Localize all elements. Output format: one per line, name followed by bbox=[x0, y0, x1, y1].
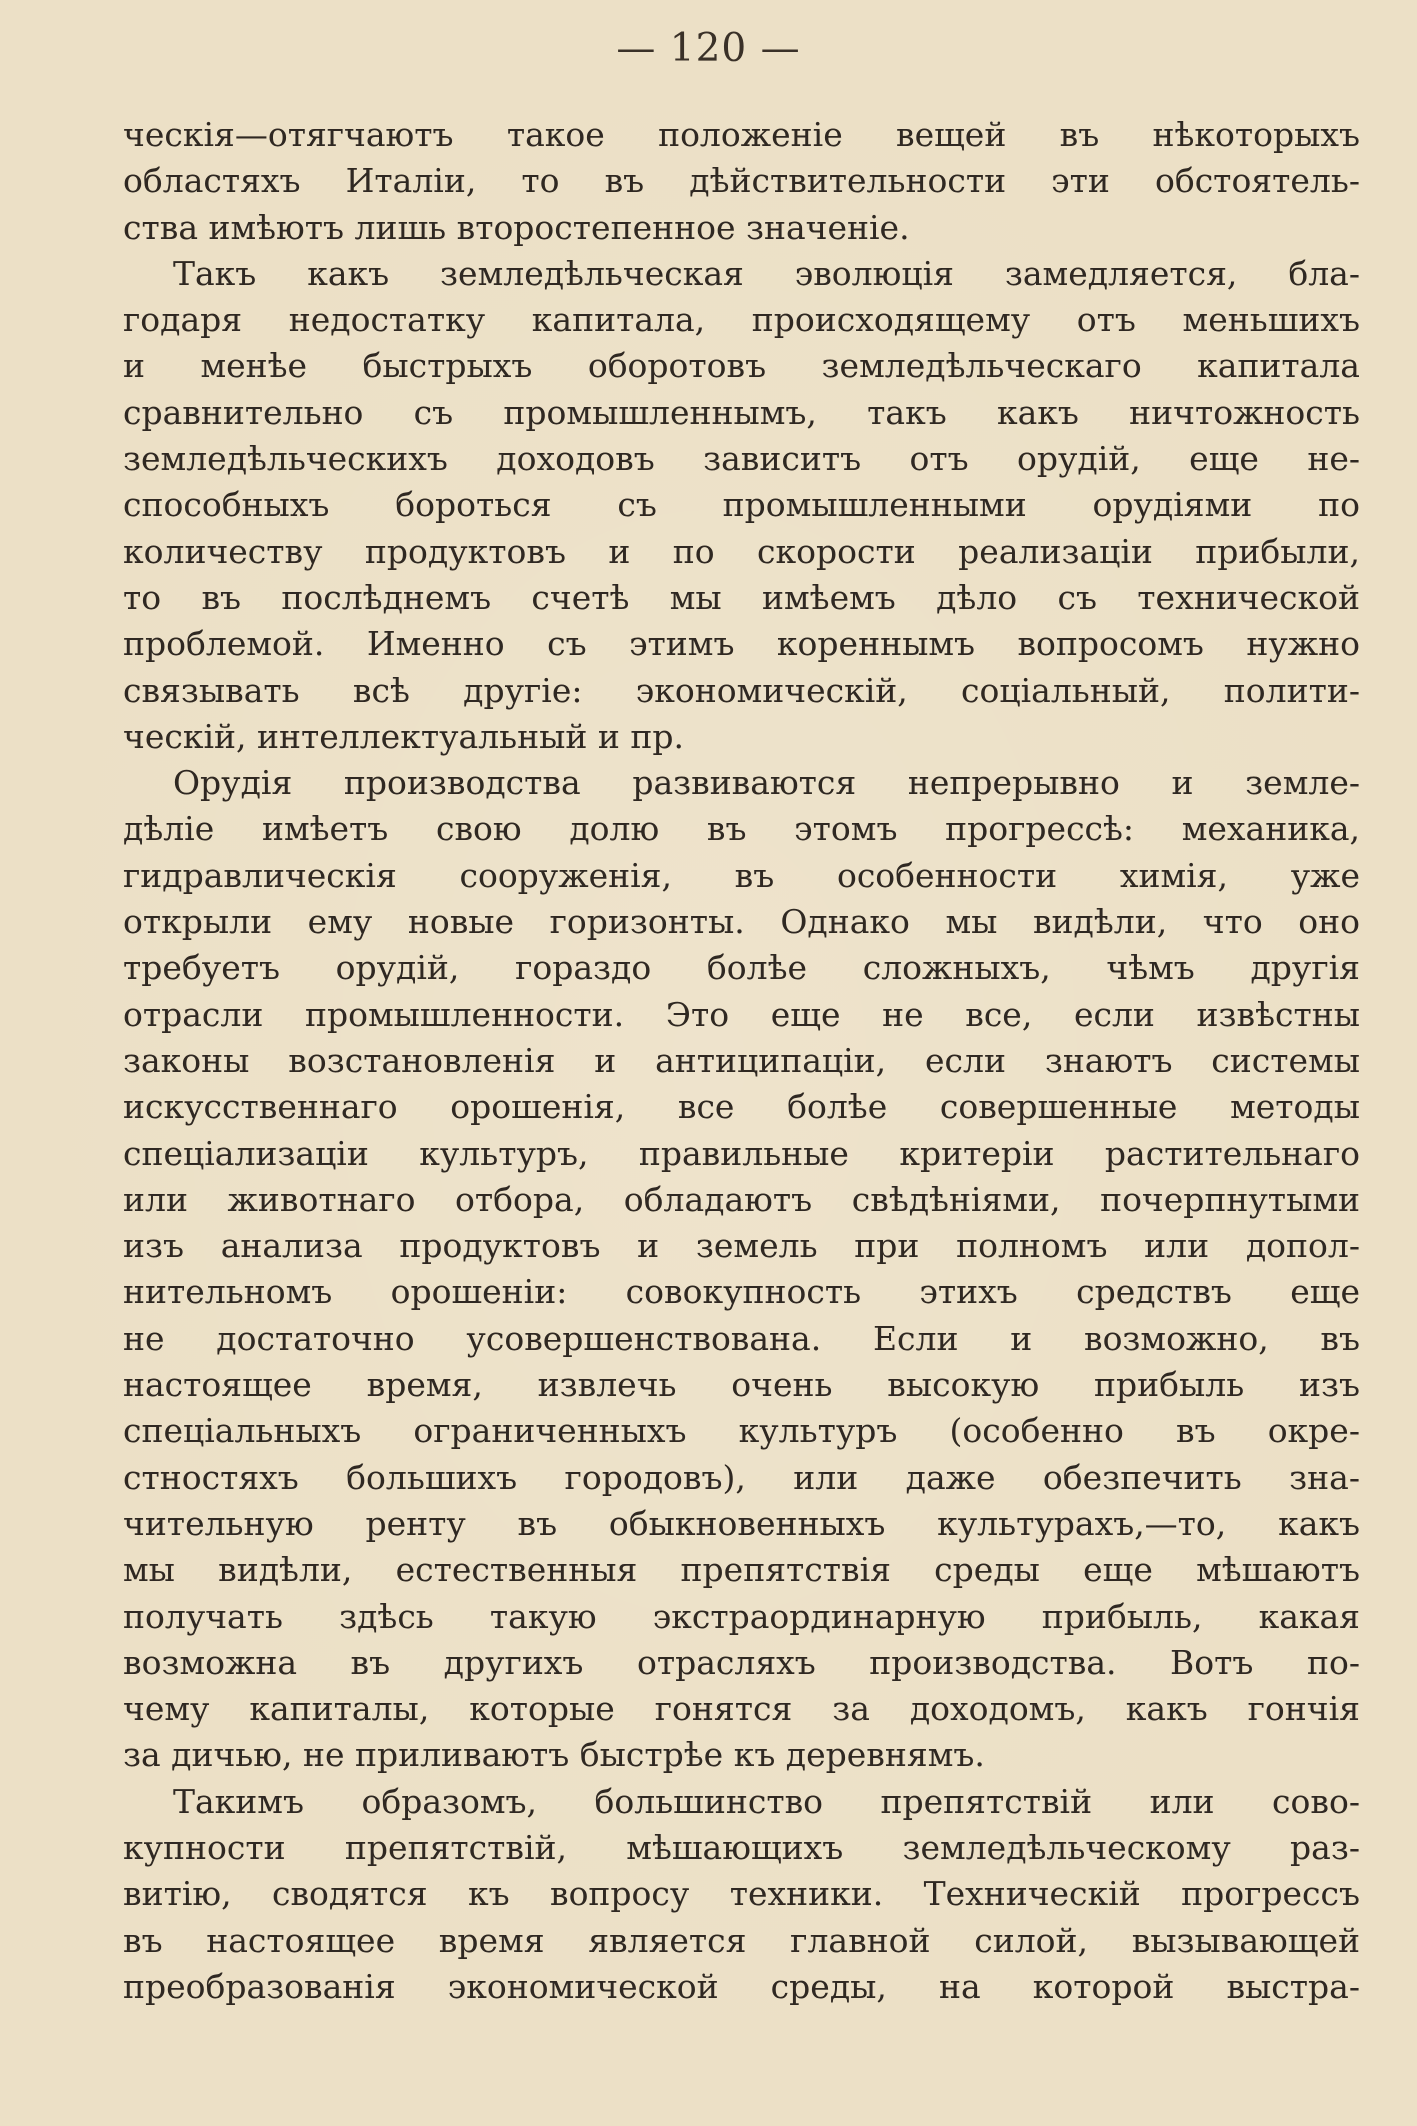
text-line: за дичью, не приливаютъ быстрѣе къ деревнямъ. bbox=[123, 1735, 985, 1775]
text-line: нительномъ орошеніи: совокупность этихъ средствъ еще bbox=[123, 1272, 1360, 1312]
text-line: отрасли промышленности. Это еще не все, если извѣстны bbox=[123, 994, 1360, 1034]
page-number: — 120 — bbox=[616, 26, 801, 71]
text-line: спеціализаціи культуръ, правильные критеріи растительнаго bbox=[123, 1133, 1360, 1173]
text-line: Орудія производства развиваются непрерывно и земле- bbox=[173, 763, 1360, 803]
text-line: требуетъ орудій, гораздо болѣе сложныхъ, чѣмъ другія bbox=[123, 948, 1360, 988]
text-line: связывать всѣ другіе: экономическій, соціальный, полити- bbox=[123, 670, 1360, 710]
text-line: купности препятствій, мѣшающихъ земледѣльческому раз- bbox=[123, 1827, 1360, 1867]
text-line: проблемой. Именно съ этимъ кореннымъ вопросомъ нужно bbox=[123, 624, 1360, 664]
text-line: стностяхъ большихъ городовъ), или даже обезпечить зна- bbox=[123, 1457, 1360, 1497]
text-line: ства имѣютъ лишь второстепенное значеніе. bbox=[123, 207, 910, 247]
text-line: количеству продуктовъ и по скорости реализаціи прибыли, bbox=[123, 531, 1360, 571]
paragraph bbox=[123, 112, 1360, 251]
text-line: мы видѣли, естественныя препятствія среды еще мѣшаютъ bbox=[123, 1550, 1360, 1590]
text-line: дѣліе имѣетъ свою долю въ этомъ прогрессѣ: механика, bbox=[123, 809, 1360, 849]
text-line: изъ анализа продуктовъ и земель при полномъ или допол- bbox=[123, 1226, 1360, 1266]
text-line: законы возстановленія и антиципаціи, если знаютъ системы bbox=[123, 1040, 1360, 1080]
text-line: Такимъ образомъ, большинство препятствій или сово- bbox=[173, 1781, 1360, 1821]
text-line: и менѣе быстрыхъ оборотовъ земледѣльческаго капитала bbox=[123, 346, 1360, 386]
text-line: областяхъ Италіи, то въ дѣйствительности эти обстоятель- bbox=[123, 161, 1360, 201]
text-line: ческія—отягчаютъ такое положеніе вещей въ нѣкоторыхъ bbox=[123, 115, 1360, 154]
text-line: гидравлическія сооруженія, въ особенности химія, уже bbox=[123, 855, 1360, 895]
text-line: годаря недостатку капитала, происходящему отъ меньшихъ bbox=[123, 300, 1360, 340]
paragraph bbox=[123, 1779, 1360, 2010]
text-line: витію, сводятся къ вопросу техники. Техническій прогрессъ bbox=[123, 1874, 1360, 1914]
text-line: открыли ему новые горизонты. Однако мы видѣли, что оно bbox=[123, 902, 1360, 942]
text-line: то въ послѣднемъ счетѣ мы имѣемъ дѣло съ технической bbox=[123, 577, 1360, 617]
text-line: настоящее время, извлечь очень высокую прибыль изъ bbox=[123, 1365, 1360, 1405]
text-line: ческій, интеллектуальный и пр. bbox=[123, 716, 684, 756]
text-line: или животнаго отбора, обладаютъ свѣдѣніями, почерпнутыми bbox=[123, 1179, 1360, 1219]
text-line: искусственнаго орошенія, все болѣе совершенные методы bbox=[123, 1087, 1360, 1127]
text-line: земледѣльческихъ доходовъ зависитъ отъ орудій, еще не- bbox=[123, 439, 1360, 479]
text-line: чему капиталы, которые гонятся за доходомъ, какъ гончія bbox=[123, 1689, 1360, 1729]
paragraph bbox=[123, 251, 1360, 760]
text-line: не достаточно усовершенствована. Если и возможно, въ bbox=[123, 1318, 1360, 1358]
text-line: Такъ какъ земледѣльческая эволюція замедляется, бла- bbox=[173, 253, 1360, 293]
paragraph bbox=[123, 760, 1360, 1779]
text-line: получать здѣсь такую экстраординарную прибыль, какая bbox=[123, 1596, 1360, 1636]
body-text bbox=[123, 112, 1360, 2010]
text-line: способныхъ бороться съ промышленными орудіями по bbox=[123, 485, 1360, 525]
text-line: преобразованія экономической среды, на которой выстра- bbox=[123, 1966, 1360, 2006]
text-line: чительную ренту въ обыкновенныхъ культурахъ,—то, какъ bbox=[123, 1503, 1360, 1543]
text-line: спеціальныхъ ограниченныхъ культуръ (особенно въ окре- bbox=[123, 1411, 1360, 1451]
text-line: сравнительно съ промышленнымъ, такъ какъ ничтожность bbox=[123, 392, 1360, 432]
text-line: возможна въ другихъ отрасляхъ производства. Вотъ по- bbox=[123, 1642, 1360, 1682]
text-line: въ настоящее время является главной силой, вызывающей bbox=[123, 1920, 1360, 1960]
